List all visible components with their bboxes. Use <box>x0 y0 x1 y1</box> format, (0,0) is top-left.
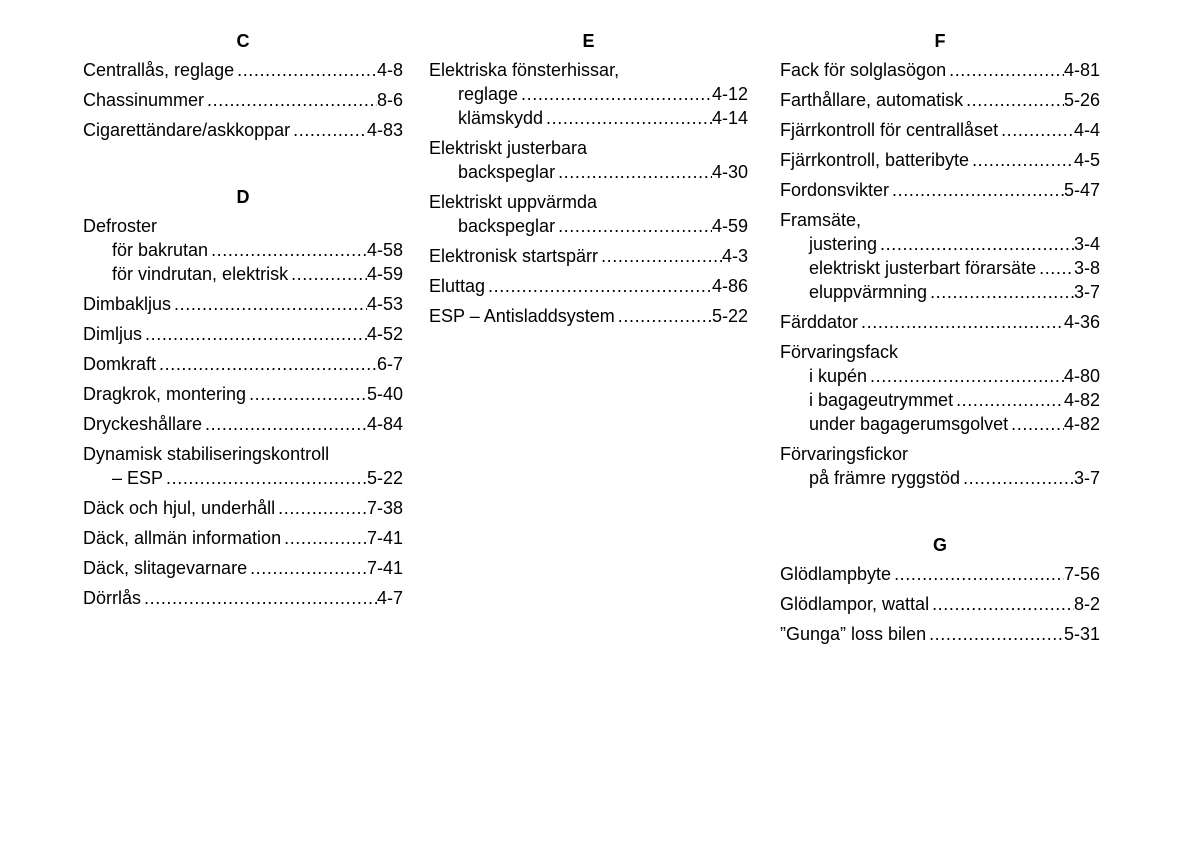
index-entry <box>83 496 403 520</box>
leader-dots <box>555 160 712 184</box>
index-subentry <box>780 232 1100 256</box>
leader-dots <box>234 58 377 82</box>
entry-text: Elektriska fönsterhissar, <box>429 60 620 80</box>
page-reference: 3-4 <box>1073 234 1100 254</box>
entry-text: klämskydd <box>458 108 544 128</box>
leader-dots <box>963 88 1064 112</box>
leader-dots <box>1036 256 1074 280</box>
page-reference: 5-26 <box>1063 90 1100 110</box>
section-letter: F <box>934 31 946 51</box>
index-subentry <box>83 238 403 262</box>
leader-dots <box>953 388 1064 412</box>
index-line <box>83 352 403 376</box>
entry-text: Dimbakljus <box>83 294 172 314</box>
index-entry <box>780 310 1100 334</box>
index-section-g <box>780 534 1100 646</box>
page-reference: 3-8 <box>1073 258 1100 278</box>
page-reference: 4-7 <box>376 588 403 608</box>
index-entry <box>780 592 1100 616</box>
index-line <box>83 412 403 436</box>
leader-dots <box>1008 412 1064 436</box>
index-subentry <box>429 160 748 184</box>
entry-text: i kupén <box>809 366 868 386</box>
page-reference: 7-41 <box>366 528 403 548</box>
page-reference: 4-59 <box>366 264 403 284</box>
entry-text: Färddator <box>780 312 859 332</box>
index-entry <box>83 322 403 346</box>
index-subentry <box>780 280 1100 304</box>
leader-dots <box>156 352 377 376</box>
index-column-2 <box>429 30 748 346</box>
page-reference: 4-58 <box>366 240 403 260</box>
entry-text: eluppvärmning <box>809 282 928 302</box>
entry-text: Dimljus <box>83 324 143 344</box>
leader-dots <box>969 148 1074 172</box>
index-subentry <box>780 466 1100 490</box>
index-line <box>429 244 748 268</box>
page-reference: 4-81 <box>1063 60 1100 80</box>
entry-text: ”Gunga” loss bilen <box>780 624 927 644</box>
page-reference: 3-7 <box>1073 282 1100 302</box>
entry-text: Domkraft <box>83 354 157 374</box>
page-reference: 4-14 <box>711 108 748 128</box>
leader-dots <box>946 58 1064 82</box>
index-line <box>83 442 403 466</box>
index-entry <box>780 442 1100 490</box>
entry-text: Elektriskt justerbara <box>429 138 588 158</box>
index-section-c <box>83 30 403 142</box>
entry-text: Farthållare, automatisk <box>780 90 964 110</box>
index-line <box>429 304 748 328</box>
leader-dots <box>204 88 377 112</box>
leader-dots <box>960 466 1074 490</box>
entry-text: Däck, slitagevarnare <box>83 558 248 578</box>
leader-dots <box>926 622 1064 646</box>
section-letter: G <box>932 535 947 555</box>
leader-dots <box>141 586 377 610</box>
leader-dots <box>275 496 367 520</box>
page-reference: 8-2 <box>1073 594 1100 614</box>
leader-dots <box>877 232 1074 256</box>
entry-text: Defroster <box>83 216 158 236</box>
index-subentry <box>429 82 748 106</box>
entry-text: för bakrutan <box>112 240 209 260</box>
leader-dots <box>290 118 367 142</box>
entry-text: – ESP <box>112 468 164 488</box>
entry-text: justering <box>809 234 878 254</box>
index-entry <box>780 178 1100 202</box>
page-reference: 5-40 <box>366 384 403 404</box>
page-reference: 4-82 <box>1063 414 1100 434</box>
entry-text: Dynamisk stabiliseringskontroll <box>83 444 330 464</box>
entry-text: Eluttag <box>429 276 486 296</box>
index-entry <box>83 88 403 112</box>
index-line <box>780 310 1100 334</box>
index-entry <box>83 586 403 610</box>
entry-text: på främre ryggstöd <box>809 468 961 488</box>
leader-dots <box>485 274 712 298</box>
index-entry <box>83 352 403 376</box>
entry-text: Elektriskt uppvärmda <box>429 192 598 212</box>
leader-dots <box>208 238 367 262</box>
page-reference: 4-86 <box>711 276 748 296</box>
page-reference: 4-36 <box>1063 312 1100 332</box>
index-line <box>83 556 403 580</box>
index-entry <box>780 340 1100 436</box>
entry-text: Framsäte, <box>780 210 862 230</box>
entry-text: Förvaringsfickor <box>780 444 909 464</box>
index-entry <box>83 214 403 286</box>
index-entry <box>780 562 1100 586</box>
leader-dots <box>889 178 1064 202</box>
page-reference: 4-12 <box>711 84 748 104</box>
leader-dots <box>891 562 1064 586</box>
index-line <box>780 148 1100 172</box>
entry-text: Däck, allmän information <box>83 528 282 548</box>
leader-dots <box>288 262 367 286</box>
entry-text: Elektronisk startspärr <box>429 246 599 266</box>
entry-text: Fordonsvikter <box>780 180 890 200</box>
leader-dots <box>929 592 1074 616</box>
index-entry <box>83 118 403 142</box>
index-line <box>780 562 1100 586</box>
leader-dots <box>163 466 367 490</box>
leader-dots <box>543 106 712 130</box>
leader-dots <box>615 304 712 328</box>
leader-dots <box>281 526 367 550</box>
index-line <box>83 526 403 550</box>
entry-text: i bagageutrymmet <box>809 390 954 410</box>
index-line <box>83 496 403 520</box>
leader-dots <box>555 214 712 238</box>
index-entry <box>429 190 748 238</box>
page-reference: 4-80 <box>1063 366 1100 386</box>
index-line <box>780 58 1100 82</box>
index-section-e <box>429 30 748 328</box>
index-line <box>429 58 748 82</box>
index-subentry <box>83 466 403 490</box>
page-reference: 6-7 <box>376 354 403 374</box>
index-entry <box>429 304 748 328</box>
index-line <box>780 622 1100 646</box>
index-section-d <box>83 186 403 610</box>
index-line <box>83 118 403 142</box>
page-reference: 4-4 <box>1073 120 1100 140</box>
index-entry <box>780 118 1100 142</box>
entry-text: elektriskt justerbart förarsäte <box>809 258 1037 278</box>
leader-dots <box>598 244 722 268</box>
page-reference: 4-8 <box>376 60 403 80</box>
page-reference: 7-38 <box>366 498 403 518</box>
index-line <box>429 190 748 214</box>
index-line <box>83 58 403 82</box>
index-section-f <box>780 30 1100 490</box>
index-entry <box>83 292 403 316</box>
page-reference: 4-83 <box>366 120 403 140</box>
page-reference: 8-6 <box>376 90 403 110</box>
index-line <box>83 292 403 316</box>
index-subentry <box>83 262 403 286</box>
page-reference: 4-5 <box>1073 150 1100 170</box>
index-line <box>83 214 403 238</box>
index-entry <box>83 556 403 580</box>
index-entry <box>83 442 403 490</box>
index-entry <box>780 88 1100 112</box>
entry-text: Fack för solglasögon <box>780 60 947 80</box>
entry-text: backspeglar <box>458 162 556 182</box>
index-line <box>83 322 403 346</box>
index-line <box>780 178 1100 202</box>
leader-dots <box>927 280 1074 304</box>
index-entry <box>429 136 748 184</box>
page-reference: 3-7 <box>1073 468 1100 488</box>
index-subentry <box>780 412 1100 436</box>
index-entry <box>83 526 403 550</box>
index-line <box>780 340 1100 364</box>
page-reference: 5-22 <box>711 306 748 326</box>
page-reference: 5-47 <box>1063 180 1100 200</box>
entry-text: Dörrlås <box>83 588 142 608</box>
index-entry <box>429 274 748 298</box>
entry-text: ESP – Antisladdsystem <box>429 306 615 326</box>
entry-text: reglage <box>458 84 519 104</box>
index-column-3 <box>780 30 1100 664</box>
leader-dots <box>246 382 367 406</box>
entry-text: Förvaringsfack <box>780 342 899 362</box>
index-line <box>780 118 1100 142</box>
index-entry <box>429 58 748 130</box>
page-reference: 4-52 <box>366 324 403 344</box>
entry-text: Däck och hjul, underhåll <box>83 498 276 518</box>
page-reference: 4-82 <box>1063 390 1100 410</box>
leader-dots <box>858 310 1064 334</box>
index-line <box>780 592 1100 616</box>
index-line <box>429 274 748 298</box>
index-entry <box>780 148 1100 172</box>
page-reference: 4-84 <box>366 414 403 434</box>
index-subentry <box>429 106 748 130</box>
page-reference: 4-3 <box>721 246 748 266</box>
index-subentry <box>780 388 1100 412</box>
page-reference: 4-53 <box>366 294 403 314</box>
page-reference: 7-41 <box>366 558 403 578</box>
page-reference: 4-59 <box>711 216 748 236</box>
entry-text: Dragkrok, montering <box>83 384 247 404</box>
leader-dots <box>518 82 712 106</box>
index-entry <box>780 622 1100 646</box>
entry-text: Glödlampor, wattal <box>780 594 930 614</box>
index-entry <box>780 58 1100 82</box>
index-subentry <box>780 256 1100 280</box>
leader-dots <box>171 292 367 316</box>
leader-dots <box>998 118 1074 142</box>
leader-dots <box>247 556 367 580</box>
page-reference: 7-56 <box>1063 564 1100 584</box>
index-entry <box>429 244 748 268</box>
leader-dots <box>142 322 367 346</box>
entry-text: Chassinummer <box>83 90 205 110</box>
index-entry <box>83 412 403 436</box>
index-line <box>780 88 1100 112</box>
page-reference: 5-22 <box>366 468 403 488</box>
index-subentry <box>780 364 1100 388</box>
section-letter: E <box>582 31 595 51</box>
index-entry <box>83 382 403 406</box>
entry-text: för vindrutan, elektrisk <box>112 264 289 284</box>
entry-text: under bagagerumsgolvet <box>809 414 1009 434</box>
index-line <box>429 136 748 160</box>
entry-text: Centrallås, reglage <box>83 60 235 80</box>
page-reference: 5-31 <box>1063 624 1100 644</box>
index-line <box>83 382 403 406</box>
leader-dots <box>867 364 1064 388</box>
page-reference: 4-30 <box>711 162 748 182</box>
entry-text: Cigarettändare/askkoppar <box>83 120 291 140</box>
index-entry <box>780 208 1100 304</box>
entry-text: Dryckeshållare <box>83 414 203 434</box>
section-letter: C <box>236 31 250 51</box>
entry-text: backspeglar <box>458 216 556 236</box>
leader-dots <box>202 412 367 436</box>
index-line <box>83 586 403 610</box>
entry-text: Glödlampbyte <box>780 564 892 584</box>
index-line <box>83 88 403 112</box>
index-entry <box>83 58 403 82</box>
entry-text: Fjärrkontroll, batteribyte <box>780 150 970 170</box>
index-line <box>780 208 1100 232</box>
index-line <box>780 442 1100 466</box>
entry-text: Fjärrkontroll för centrallåset <box>780 120 999 140</box>
index-subentry <box>429 214 748 238</box>
section-letter: D <box>236 187 250 207</box>
index-column-1 <box>83 30 403 628</box>
